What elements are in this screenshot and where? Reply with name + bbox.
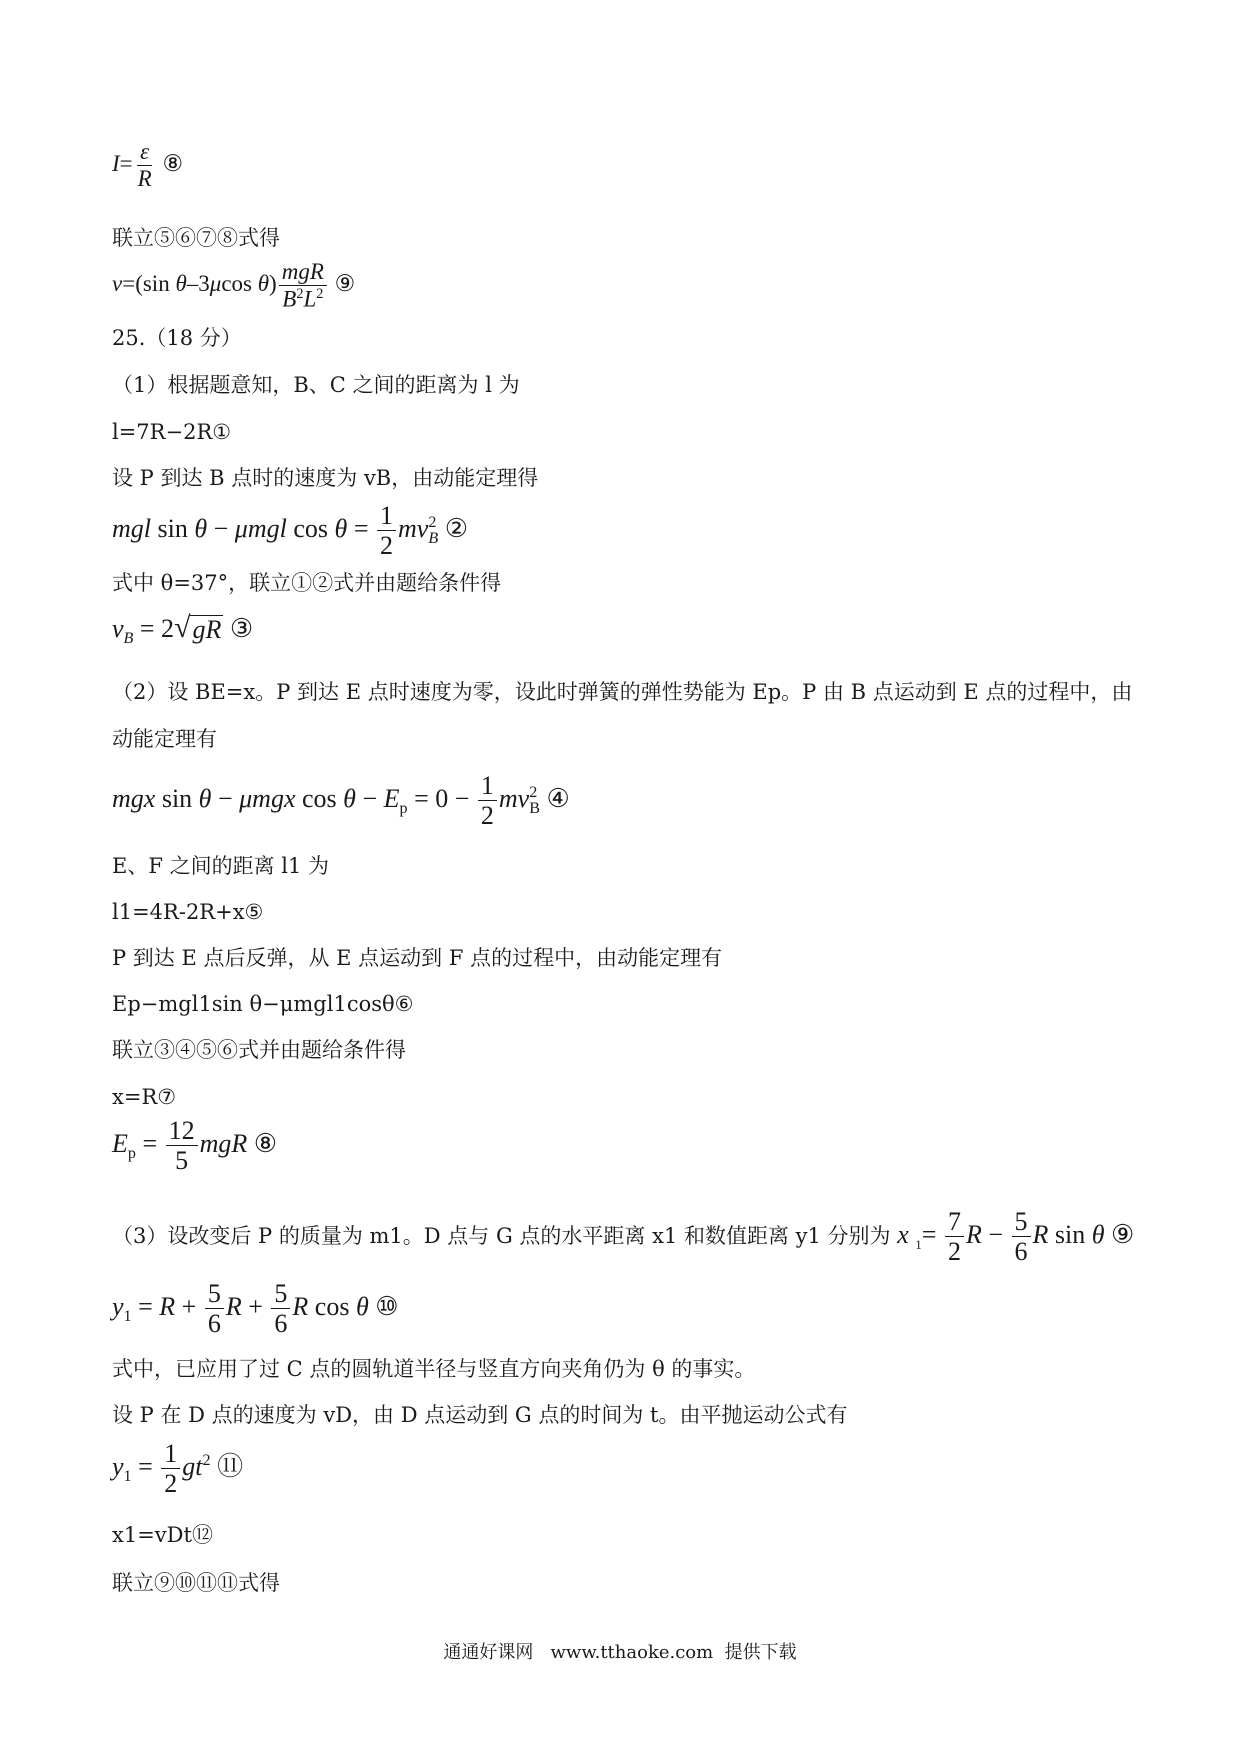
equation-velocity: v=(sin θ–3μcos θ) $\frac{\text{mgR}}{B^2L^2}$ ⑨ bbox=[112, 259, 356, 312]
equation-12: x1=vDt⑫ bbox=[112, 1523, 213, 1547]
paragraph-part2-line1: （2）设 BE=x。P 到达 E 点时速度为零，设此时弹簧的弹性势能为 Ep。P 由 B 点运动到 E 点的过程中，由 bbox=[112, 680, 1133, 704]
paragraph-applied: 式中，已应用了过 C 点的圆轨道半径与竖直方向夹角仍为 θ 的事实。 bbox=[112, 1357, 756, 1381]
equation-ep: $E_p$ = $\frac{12}{5}$ mgR ⑧ bbox=[112, 1116, 278, 1176]
equation-y1: $y_1 = R$ + $\frac{5}{6}$ R + $\frac{5}{6}$ R cos θ ⑩ bbox=[112, 1279, 399, 1339]
equation-l: l=7R−2R① bbox=[112, 420, 232, 444]
paragraph-final: 联立⑨⑩⑪⑪式得 bbox=[112, 1571, 280, 1595]
paragraph-rebound: P 到达 E 点后反弹，从 E 点运动到 F 点的过程中，由动能定理有 bbox=[112, 946, 723, 970]
paragraph-vd: 设 P 在 D 点的速度为 vD，由 D 点运动到 G 点的时间为 t。由平抛运动公式有 bbox=[112, 1403, 848, 1427]
paragraph-theta: 式中 θ=37°，联立①②式并由题给条件得 bbox=[112, 571, 502, 595]
text-line: 联立⑤⑥⑦⑧式得 bbox=[112, 226, 280, 250]
equation-x: x=R⑦ bbox=[112, 1085, 177, 1109]
equation-l1: l1=4R-2R+x⑤ bbox=[112, 900, 264, 924]
paragraph-part2-line2: 动能定理有 bbox=[112, 727, 217, 751]
paragraph-ef: E、F 之间的距离 l1 为 bbox=[112, 854, 330, 878]
paragraph-part3 bbox=[112, 1208, 1134, 1266]
paragraph-combine-3456: 联立③④⑤⑥式并由题给条件得 bbox=[112, 1038, 406, 1062]
equation-energy-e: mgx sin θ − μmgx $\cos \theta - E_p = 0$ − $\frac{1}{2}$ $mv^2_B$ ④ bbox=[112, 771, 570, 831]
equation-6: Ep−mgl1sin θ−μmgl1cosθ⑥ bbox=[112, 992, 414, 1016]
equation-energy-b: mgl sin θ − μmgl cos θ = $\frac{1}{2}$ $mv^2_B$ ② bbox=[112, 501, 469, 561]
equation-current: I= $\frac{\varepsilon}{R}$ ⑧ bbox=[112, 139, 184, 192]
paragraph-part3-text: （3）设改变后 P 的质量为 m1。D 点与 G 点的水平距离 x1 和数值距离 y1 分别为 bbox=[112, 1223, 891, 1248]
page-footer: 通通好课网 www.tthaoke.com 提供下载 bbox=[443, 1642, 797, 1663]
paragraph-part1: （1）根据题意知，B、C 之间的距离为 l 为 bbox=[112, 373, 520, 397]
equation-x1: x $_1$= $\frac{7}{2}$ R − $\frac{5}{6}$ R sin θ ⑨ bbox=[897, 1207, 1135, 1267]
question-heading: 25.（18 分） bbox=[112, 326, 242, 350]
equation-fall: $y_1$ = $\frac{1}{2}$ $gt^2$ ⑪ bbox=[112, 1439, 244, 1499]
equation-vb: $v_B = 2$ √ gR ③ bbox=[112, 611, 254, 648]
paragraph-vb: 设 P 到达 B 点时的速度为 vB，由动能定理得 bbox=[112, 466, 539, 490]
